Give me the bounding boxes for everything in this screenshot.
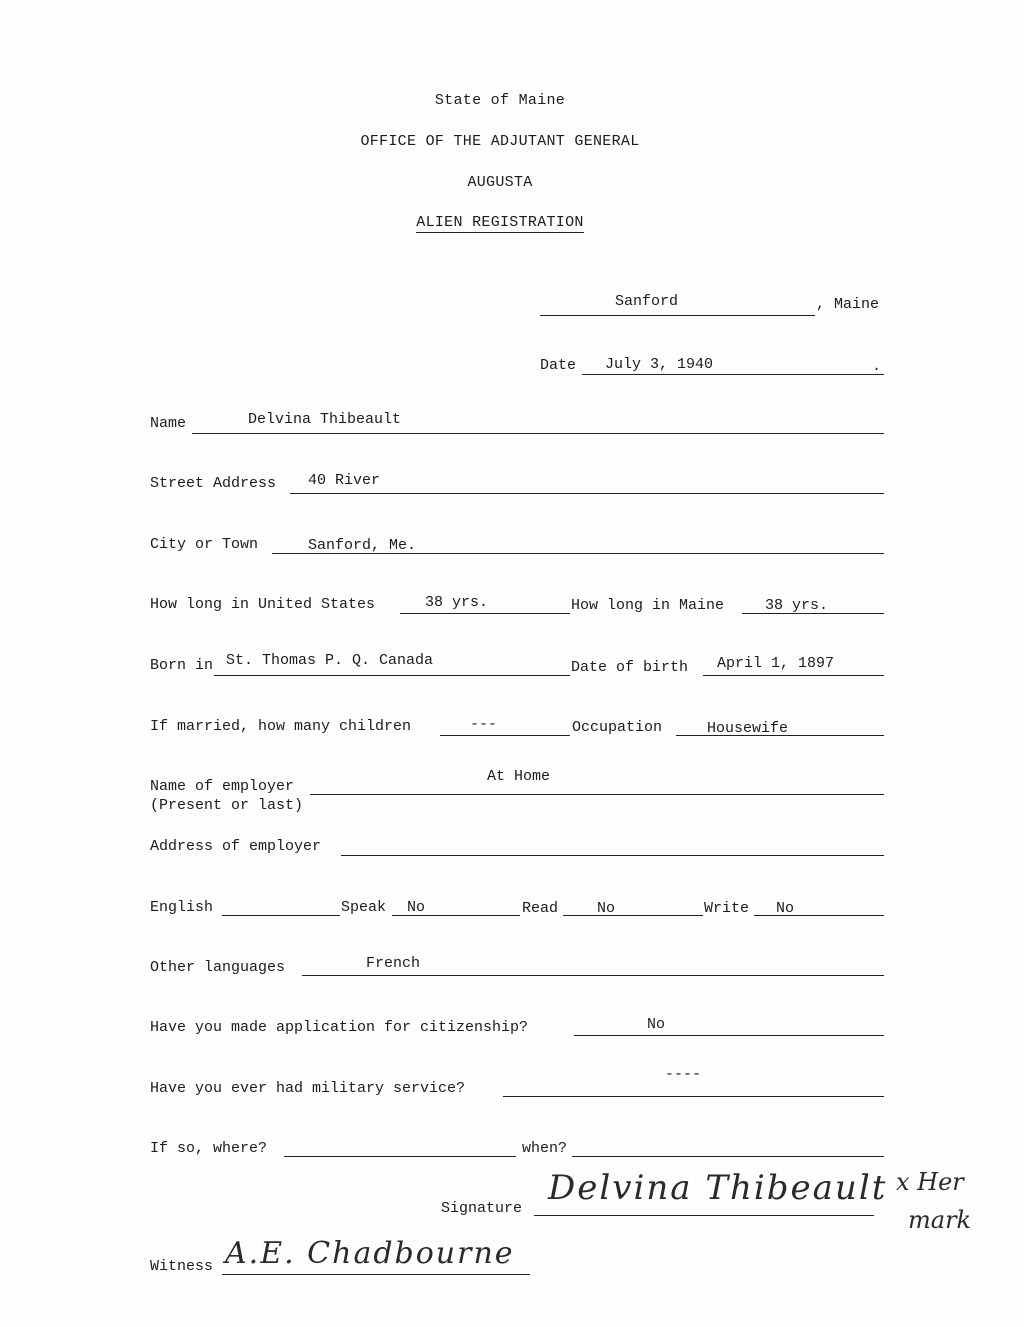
witness-value: A.E. Chadbourne [225,1236,515,1271]
header-city: AUGUSTA [467,174,533,191]
other-languages-value: French [366,955,421,972]
read-line [563,915,703,916]
citizenship-label: Have you made application for citizenship? [150,1019,529,1036]
signature-value: Delvina Thibeault [548,1168,888,1208]
military-value: ---- [665,1066,702,1083]
children-line [440,735,570,736]
signature-mark-1: x Her [896,1168,964,1196]
employer-line [310,794,884,795]
place-town-value: Sanford [615,293,679,310]
name-line [192,433,884,434]
speak-value: No [407,899,426,916]
children-label: If married, how many children [150,718,412,735]
if-so-when-label: when? [522,1140,568,1157]
date-value: July 3, 1940 [605,356,714,373]
city-label: City or Town [150,536,259,553]
dob-value: April 1, 1897 [717,655,835,672]
signature-line [534,1215,874,1216]
how-long-us-line [400,613,570,614]
name-value: Delvina Thibeault [248,411,402,428]
employer-address-label: Address of employer [150,838,322,855]
street-label: Street Address [150,475,277,492]
if-so-where-label: If so, where? [150,1140,268,1157]
born-in-label: Born in [150,657,214,674]
form-title: ALIEN REGISTRATION [416,214,584,231]
write-value: No [776,900,795,917]
city-value: Sanford, Me. [308,537,417,554]
place-state-label: , Maine [816,296,880,313]
how-long-maine-value: 38 yrs. [765,597,829,614]
how-long-us-label: How long in United States [150,596,376,613]
how-long-maine-line [742,613,884,614]
citizenship-line [574,1035,884,1036]
name-label: Name [150,415,187,432]
if-so-where-line [284,1156,516,1157]
employer-label: Name of employer [150,778,295,795]
city-line [272,553,884,554]
born-in-value: St. Thomas P. Q. Canada [226,652,434,669]
write-label: Write [704,900,750,917]
witness-label: Witness [150,1258,214,1275]
dob-line [703,675,884,676]
english-line [222,915,340,916]
occupation-label: Occupation [572,719,663,736]
how-long-us-value: 38 yrs. [425,594,489,611]
other-languages-line [302,975,884,976]
military-line [503,1096,884,1097]
read-label: Read [522,900,559,917]
write-line [754,915,884,916]
read-value: No [597,900,616,917]
signature-mark-2: mark [908,1206,972,1234]
date-label: Date [540,357,577,374]
header-state: State of Maine [434,92,566,109]
children-value: --- [470,716,498,733]
born-in-line [214,675,570,676]
date-end: . [872,358,882,375]
employer-address-line [341,855,884,856]
citizenship-value: No [647,1016,666,1033]
street-value: 40 River [308,472,381,489]
dob-label: Date of birth [571,659,689,676]
how-long-maine-label: How long in Maine [571,597,725,614]
speak-label: Speak [341,899,387,916]
military-label: Have you ever had military service? [150,1080,466,1097]
english-label: English [150,899,214,916]
employer-value: At Home [487,768,551,785]
occupation-value: Housewife [707,720,789,737]
if-so-when-line [572,1156,884,1157]
occupation-line [676,735,884,736]
speak-line [392,915,520,916]
employer-sublabel: (Present or last) [150,797,304,814]
witness-line [222,1274,530,1275]
other-languages-label: Other languages [150,959,286,976]
street-line [290,493,884,494]
header-office: OFFICE OF THE ADJUTANT GENERAL [360,133,640,150]
date-line [582,374,884,375]
signature-label: Signature [441,1200,523,1217]
place-town-line [540,315,815,316]
